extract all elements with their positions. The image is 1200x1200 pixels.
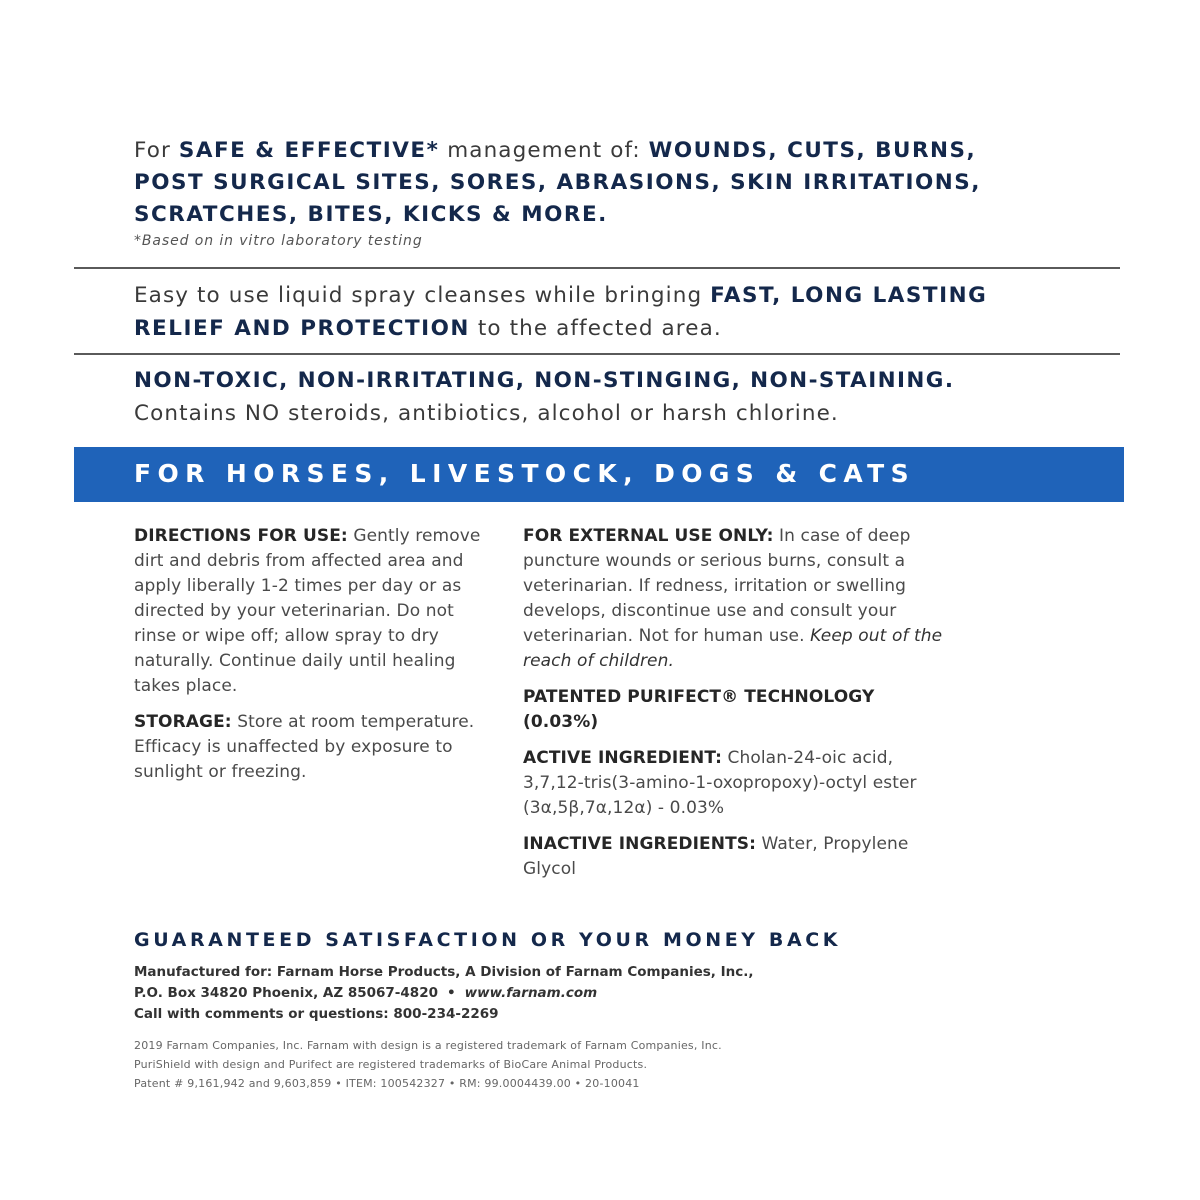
patented-technology: PATENTED PURIFECT® TECHNOLOGY (0.03%) (523, 687, 875, 732)
inactive-ingredients-paragraph (523, 832, 943, 882)
legal-line-1: 2019 Farnam Companies, Inc. Farnam with design is a registered trademark of Farnam Companies, Inc. (134, 1039, 722, 1052)
bullet-separator: • (446, 985, 456, 1001)
left-column (134, 524, 489, 796)
non-toxic-block (134, 364, 1034, 430)
legal-line-2: PuriShield with design and Purifect are registered trademarks of BioCare Animal Products. (134, 1058, 648, 1071)
species-banner (74, 447, 1124, 502)
non-toxic-text: Contains NO steroids, antibiotics, alcohol or harsh chlorine. (134, 401, 839, 426)
right-column (523, 524, 943, 893)
address-line (134, 983, 754, 1004)
directions-label: DIRECTIONS FOR USE: (134, 526, 348, 546)
storage-paragraph (134, 710, 489, 785)
storage-text: Store at room temperature. Efficacy is unaffected by exposure to sunlight or freezing. (134, 712, 475, 782)
inactive-ingredients-label: INACTIVE INGREDIENTS: (523, 834, 757, 854)
storage-label: STORAGE: (134, 712, 232, 732)
intro-uses: WOUNDS, CUTS, BURNS, POST SURGICAL SITES, SORES, ABRASIONS, SKIN IRRITATIONS, SCRATCHES, BITES, KICKS & MORE. (134, 138, 981, 227)
intro-footnote: *Based on in vitro laboratory testing (134, 233, 423, 249)
directions-text: Gently remove dirt and debris from affected area and apply liberally 1-2 times per day or as directed by your veterinarian. Do not rinse or wipe off; allow spray to dry naturally. Continue daily until healing takes place. (134, 526, 481, 696)
active-ingredient-text: Cholan-24-oic acid, 3,7,12-tris(3-amino-1-oxopropoxy)-octyl ester (3α,5β,7α,12α) - 0.03% (523, 748, 917, 818)
guarantee-heading: GUARANTEED SATISFACTION OR YOUR MONEY BACK (134, 929, 842, 951)
external-use-paragraph (523, 524, 943, 674)
spray-lead: Easy to use liquid spray cleanses while bringing (134, 283, 711, 308)
legal-text (134, 1036, 722, 1093)
legal-line-3: Patent # 9,161,942 and 9,603,859 • ITEM: 100542327 • RM: 99.0004439.00 • 20-10041 (134, 1077, 640, 1090)
divider-middle (74, 353, 1120, 355)
phone-line: Call with comments or questions: 800-234-2269 (134, 1006, 499, 1022)
intro-lead: For (134, 138, 179, 163)
intro-mid: management of: (439, 138, 649, 163)
spray-statement (134, 279, 1014, 345)
intro-statement (134, 135, 1014, 231)
external-use-text: In case of deep puncture wounds or serious burns, consult a veterinarian. If redness, irritation or swelling develops, discontinue use and consult your veterinarian. Not for human use. (523, 526, 911, 646)
children-warning: Keep out of the reach of children. (523, 626, 943, 671)
active-ingredient-label: ACTIVE INGREDIENT: (523, 748, 722, 768)
directions-paragraph (134, 524, 489, 699)
inactive-ingredients-text: Water, Propylene Glycol (523, 834, 909, 879)
spray-highlight: FAST, LONG LASTING RELIEF AND PROTECTION (134, 283, 988, 341)
manufacturer-info (134, 962, 754, 1025)
divider-top (74, 267, 1120, 269)
species-banner-text: FOR HORSES, LIVESTOCK, DOGS & CATS (134, 459, 916, 488)
external-use-label: FOR EXTERNAL USE ONLY: (523, 526, 774, 546)
non-toxic-headline: NON-TOXIC, NON-IRRITATING, NON-STINGING, NON-STAINING. (134, 368, 955, 393)
spray-tail: to the affected area. (469, 316, 722, 341)
address: P.O. Box 34820 Phoenix, AZ 85067-4820 (134, 985, 438, 1001)
manufacturer-line: Manufactured for: Farnam Horse Products, A Division of Farnam Companies, Inc., (134, 964, 754, 980)
website-link[interactable]: www.farnam.com (464, 985, 598, 1001)
intro-safe-effective: SAFE & EFFECTIVE* (178, 138, 440, 163)
active-ingredient-paragraph (523, 746, 943, 821)
